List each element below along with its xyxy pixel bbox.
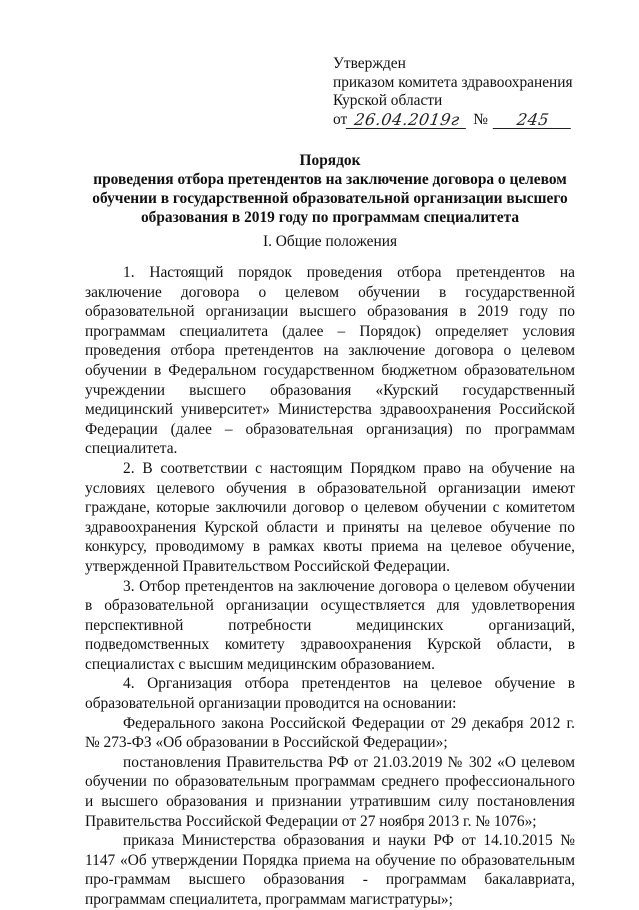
approval-line-region: Курской области [333, 92, 443, 109]
number-label: № [473, 110, 488, 128]
paragraph-order-1147: приказа Министерства образования и науки РФ от 14.10.2015 № 1147 «Об утверждении Порядка приема на обучение по образовательным про-граммам высшего образования - программам бакалавриата, программам специалитета, программам магистратуры»; [85, 832, 575, 908]
document-body [85, 263, 575, 910]
paragraph-law-273: Федерального закона Российской Федерации от 29 декабря 2012 г. № 273-ФЗ «Об образовании в Российской Федерации»; [85, 714, 575, 752]
approval-date-number-row [333, 111, 593, 130]
approval-stamp [333, 55, 593, 129]
paragraph-2: 2. В соответствии с настоящим Порядком право на обучение на условиях целевого обучения в образовательной организации имеют граждане, которые заключили договор о целевом обучении с комитетом здравоохранения Курской области и приняты на целевое обучение по конкурсу, проводимому в рамках квоты приема на целевое обучение, утвержденной Правительством Российской Федерации. [85, 459, 575, 575]
title-body: проведения отбора претендентов на заключение договора о целевом обучении в государственной образовательной организации высшего образования в 2019 году по программам специалитета [92, 171, 568, 226]
paragraph-4: 4. Организация отбора претендентов на целевое обучение в образовательной организации проводится на основании: [85, 675, 575, 713]
approval-line-order: приказом комитета здравоохранения [333, 73, 573, 91]
title-heading: Порядок [299, 152, 361, 169]
from-label: от [333, 110, 348, 128]
paragraph-1: 1. Настоящий порядок проведения отбора претендентов на заключение договора о целевом обучении в государственной образовательной организации высшего образования в 2019 году по программам специалитета (далее – Порядок) определяет условия проведения отбора претендентов на заключение договора о целевом обучении в Федеральном государственном бюджетном образовательном учреждении высшего образования «Курский государственный медицинский университет» Министерства здравоохранения Российской Федерации (далее – образовательная организация) по программам специалитета. [85, 264, 575, 458]
section-title: I. Общие положения [262, 233, 398, 250]
handwritten-number: 245 [493, 111, 574, 129]
handwritten-date: 26.04.2019г [346, 111, 469, 129]
document-title [80, 151, 580, 227]
paragraph-3: 3. Отбор претендентов на заключение договора о целевом обучении в образовательной организации осуществляется для удовлетворения перспективной потребности медицинских организаций, подведомственных комитету здравоохранения Курской области, в специалистах с высшим медицинским образованием. [85, 577, 575, 673]
paragraph-resolution-302: постановления Правительства РФ от 21.03.2019 № 302 «О целевом обучении по образовательным программам среднего профессионального и высшего образования и признании утратившим силу постановления Правительства Российской Федерации от 27 ноября 2013 г. № 1076»; [85, 753, 575, 830]
approval-line-approved: Утвержден [333, 55, 406, 72]
